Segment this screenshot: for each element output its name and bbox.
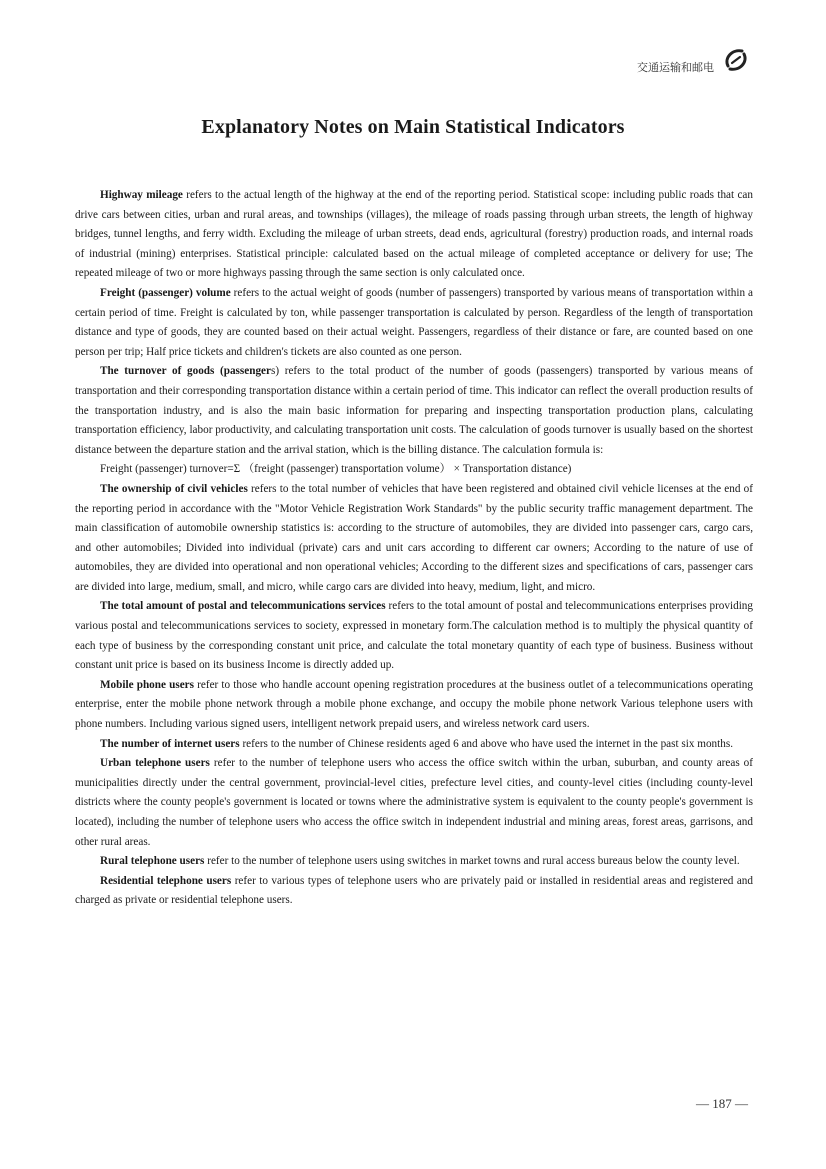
term-label: The number of internet users — [100, 737, 240, 750]
term-label: The turnover of goods (passenger — [100, 365, 271, 378]
note-urban-telephone — [75, 754, 753, 852]
page-title: Explanatory Notes on Main Statistical Indicators — [201, 116, 625, 138]
note-freight-volume — [75, 284, 753, 362]
note-goods-turnover — [75, 362, 753, 460]
term-label: Residential telephone users — [100, 874, 232, 887]
page-number: — 187 — — [696, 1096, 748, 1111]
section-logo-icon — [722, 46, 750, 74]
note-residential-telephone — [75, 872, 753, 911]
term-label: Mobile phone users — [100, 678, 194, 691]
note-civil-vehicles — [75, 480, 753, 598]
note-text: refers to the total number of vehicles that have been registered and obtained civil vehicle licenses at the end of the reporting period in accordance with the "Motor Vehicle Registration Work Standards" by the public security traffic management department. The main classification of automobile ownership statistics is: according to the structure of automobiles, they are divided into passenger cars, cargo cars, and other automobiles; Divided into individual (private) cars and unit cars according to different car owners; According to the nature of use of automobiles, they are divided into operational and non operational vehicles; According to the different sizes and specifications of cars, passenger cars are divided into large, medium, small, and micro, while cargo cars are divided into heavy, medium, light, and micro. — [75, 482, 753, 593]
section-name: 交通运输和邮电 — [637, 61, 714, 74]
term-label: Highway mileage — [100, 189, 183, 201]
note-text: refer to various types of telephone users who are privately paid or installed in residential areas and registered and charged as private or residential telephone users. — [75, 874, 753, 907]
term-label: The ownership of civil vehicles — [100, 482, 248, 495]
note-internet-users — [75, 735, 753, 755]
note-text: refer to the number of telephone users who access the office switch within the urban, suburban, and county areas of municipalities directly under the central government, provincial-level cities, prefecture level cities, and county-level cities (including county-level districts where the county people's government is located or towns where the administrative system is equivalent to the county people's government is located), including the number of telephone users who access the office switch in independent industrial and mining areas, forest areas, garrisons, and other rural areas. — [75, 757, 753, 848]
notes-body — [75, 186, 753, 911]
note-postal-telecom — [75, 597, 753, 675]
note-text: refer to those who handle account opening registration procedures at the business outlet of a telecommunications operating enterprise, enter the mobile phone network through a mobile phone exchange, and occupy the mobile phone network Various telephone users with phone numbers. Including various signed users, intelligent network prepaid users, and wireless network card users. — [75, 678, 753, 731]
note-text: s) refers to the total product of the number of goods (passengers) transported by various means of transportation and their corresponding transportation distance within a certain period of time. This indicator can reflect the overall production results of the transportation industry, and is also the main basic information for preparing and inspecting transportation production plans, calculating transportation efficiency, labor productivity, and calculating transportation unit costs. The calculation of goods turnover is usually based on the shortest distance between the departure station and the arrival station, which is the billing distance. The calculation formula is: — [75, 365, 753, 456]
note-highway-mileage — [75, 186, 753, 284]
note-text: refer to the number of telephone users using switches in market towns and rural access bureaus below the county level. — [204, 855, 740, 868]
page-header — [637, 42, 750, 78]
turnover-formula — [75, 460, 753, 480]
term-label: Rural telephone users — [100, 855, 205, 868]
term-label: The total amount of postal and telecommunications services — [100, 600, 386, 613]
term-label: Freight (passenger) volume — [100, 286, 231, 299]
note-text: refers to the number of Chinese residents aged 6 and above who have used the internet in the past six months. — [239, 737, 734, 750]
note-rural-telephone — [75, 852, 753, 872]
note-text: refers to the total amount of postal and telecommunications enterprises providing various postal and telecommunications services to society, expressed in monetary form.The calculation method is to multiply the physical quantity of each type of business by the corresponding constant unit price, and calculate the total monetary quantity of each type of business. Business without constant unit price is based on its business Income is directly added up. — [75, 600, 753, 672]
note-text: refers to the actual length of the highway at the end of the reporting period. Statistical scope: including public roads that can drive cars between cities, urban and rural areas, and townships (villages), the mileage of roads passing through urban streets, the length of highway bridges, tunnel lengths, and ferry width. Excluding the mileage of urban streets, dead ends, agricultural (forestry) production roads, and internal roads of industrial (mining) enterprises. Statistical principle: calculated based on the actual mileage of completed acceptance or delivery for use; The repeated mileage of two or more highways passing through the same section is only calculated once. — [75, 189, 753, 280]
note-mobile-users — [75, 676, 753, 735]
term-label: Urban telephone users — [100, 757, 210, 770]
formula-text: Freight (passenger) turnover=Σ （freight (passenger) transportation volume） × Transportation distance) — [100, 463, 572, 476]
note-text: refers to the actual weight of goods (number of passengers) transported by various means of transportation within a certain period of time. Freight is calculated by ton, while passenger transportation is calculated by person. Regardless of the length of transportation distance and type of goods, they are counted based on their actual weight. Passengers, regardless of their distance or fare, are counted based on one person per trip; Half price tickets and children's tickets are also counted as one person. — [75, 286, 753, 358]
